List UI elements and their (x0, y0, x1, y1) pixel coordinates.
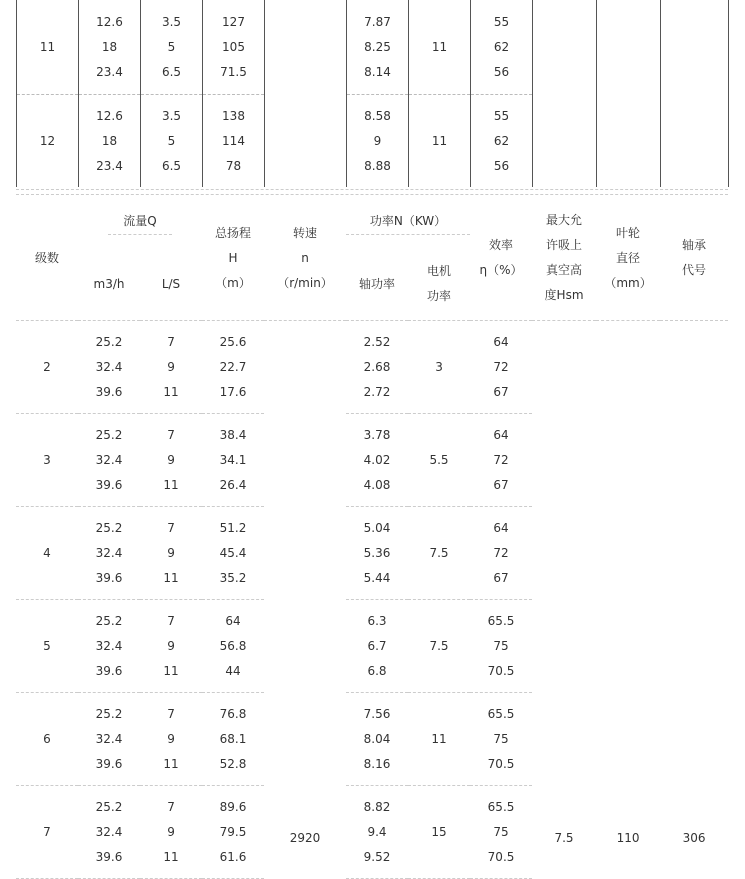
flow-m3h-cell: 25.2 32.4 39.6 (78, 507, 140, 600)
efficiency-cell: 55 62 56 (471, 95, 533, 188)
shaft-power-cell: 2.52 2.68 2.72 (346, 321, 408, 414)
suction-cell: 7.5 (554, 830, 574, 845)
efficiency-cell: 65.5 75 70.5 (470, 693, 532, 786)
shaft-power-cell: 7.56 8.04 8.16 (346, 693, 408, 786)
motor-power-header: 电机 功率 (408, 248, 470, 321)
efficiency-cell: 64 72 67 (470, 507, 532, 600)
bottom-spec-table (16, 196, 728, 879)
table-divider (16, 194, 728, 195)
flow-header: 流量Q (78, 196, 202, 248)
head-cell: 51.2 45.4 35.2 (202, 507, 264, 600)
bearing-header: 轴承 代号 (660, 196, 728, 321)
shaft-power-cell: 8.82 9.4 9.52 (346, 786, 408, 879)
top-table-wrapper (16, 0, 728, 187)
head-cell: 38.4 34.1 26.4 (202, 414, 264, 507)
flow-m3h-cell: 12.6 18 23.4 (79, 0, 141, 95)
flow-ls-header: L/S (140, 248, 202, 321)
head-header: 总扬程 H （m） (202, 196, 264, 321)
flow-m3h-cell: 25.2 32.4 39.6 (78, 414, 140, 507)
suction-header: 最大允 许吸上 真空高 度Hsm (532, 196, 596, 321)
motor-power-cell: 7.5 (408, 600, 470, 693)
bearing-cell (661, 95, 729, 188)
stage-header: 级数 (16, 196, 78, 321)
flow-m3h-cell: 12.6 18 23.4 (79, 95, 141, 188)
shaft-power-cell: 6.3 6.7 6.8 (346, 600, 408, 693)
head-cell: 64 56.8 44 (202, 600, 264, 693)
power-header: 功率N（KW） (346, 196, 470, 248)
stage-cell: 2 (16, 321, 78, 414)
head-cell: 76.8 68.1 52.8 (202, 693, 264, 786)
flow-m3h-header: m3/h (78, 248, 140, 321)
bearing-cell: 306 (682, 830, 706, 845)
flow-ls-cell: 7 9 11 (140, 693, 202, 786)
header-row (16, 196, 728, 248)
flow-m3h-cell: 25.2 32.4 39.6 (78, 321, 140, 414)
flow-ls-cell: 7 9 11 (140, 507, 202, 600)
flow-ls-cell: 3.5 5 6.5 (141, 95, 203, 188)
flow-ls-cell: 7 9 11 (140, 414, 202, 507)
suction-cell (533, 95, 597, 188)
speed-cell (265, 95, 347, 188)
flow-ls-cell: 7 9 11 (140, 321, 202, 414)
impeller-header: 叶轮 直径 （mm） (596, 196, 660, 321)
efficiency-cell: 55 62 56 (471, 0, 533, 95)
shaft-power-cell: 3.78 4.02 4.08 (346, 414, 408, 507)
head-cell: 138 114 78 (203, 95, 265, 188)
efficiency-cell: 65.5 75 70.5 (470, 786, 532, 879)
stage-cell: 7 (16, 786, 78, 879)
impeller-cell: 110 (616, 830, 640, 845)
motor-power-cell: 11 (409, 95, 471, 188)
motor-power-cell: 3 (408, 321, 470, 414)
impeller-cell (597, 0, 661, 95)
flow-m3h-cell: 25.2 32.4 39.6 (78, 600, 140, 693)
flow-ls-cell: 7 9 11 (140, 786, 202, 879)
table-row (16, 321, 728, 414)
efficiency-cell: 64 72 67 (470, 321, 532, 414)
shaft-power-header: 轴功率 (346, 248, 408, 321)
motor-power-cell: 5.5 (408, 414, 470, 507)
head-cell: 127 105 71.5 (203, 0, 265, 95)
motor-power-cell: 7.5 (408, 507, 470, 600)
motor-power-cell: 11 (408, 693, 470, 786)
impeller-cell (597, 95, 661, 188)
bearing-cell (661, 0, 729, 95)
stage-cell: 6 (16, 693, 78, 786)
efficiency-cell: 65.5 75 70.5 (470, 600, 532, 693)
table-divider (16, 189, 728, 190)
stage-cell: 4 (16, 507, 78, 600)
stage-cell: 3 (16, 414, 78, 507)
efficiency-header: 效率 η（%） (470, 196, 532, 321)
head-cell: 89.6 79.5 61.6 (202, 786, 264, 879)
table-row (17, 0, 729, 95)
motor-power-cell: 11 (409, 0, 471, 95)
flow-m3h-cell: 25.2 32.4 39.6 (78, 786, 140, 879)
flow-m3h-cell: 25.2 32.4 39.6 (78, 693, 140, 786)
shaft-power-cell: 5.04 5.36 5.44 (346, 507, 408, 600)
speed-cell: 2920 (289, 830, 321, 845)
head-cell: 25.6 22.7 17.6 (202, 321, 264, 414)
speed-cell (265, 0, 347, 95)
speed-header: 转速 n （r/min） (264, 196, 346, 321)
stage-cell: 11 (17, 0, 79, 95)
shaft-power-cell: 8.58 9 8.88 (347, 95, 409, 188)
top-spec-table (16, 0, 729, 187)
stage-cell: 5 (16, 600, 78, 693)
shaft-power-cell: 7.87 8.25 8.14 (347, 0, 409, 95)
table-row (17, 95, 729, 188)
suction-cell (533, 0, 597, 95)
efficiency-cell: 64 72 67 (470, 414, 532, 507)
motor-power-cell: 15 (408, 786, 470, 879)
flow-ls-cell: 7 9 11 (140, 600, 202, 693)
flow-ls-cell: 3.5 5 6.5 (141, 0, 203, 95)
stage-cell: 12 (17, 95, 79, 188)
